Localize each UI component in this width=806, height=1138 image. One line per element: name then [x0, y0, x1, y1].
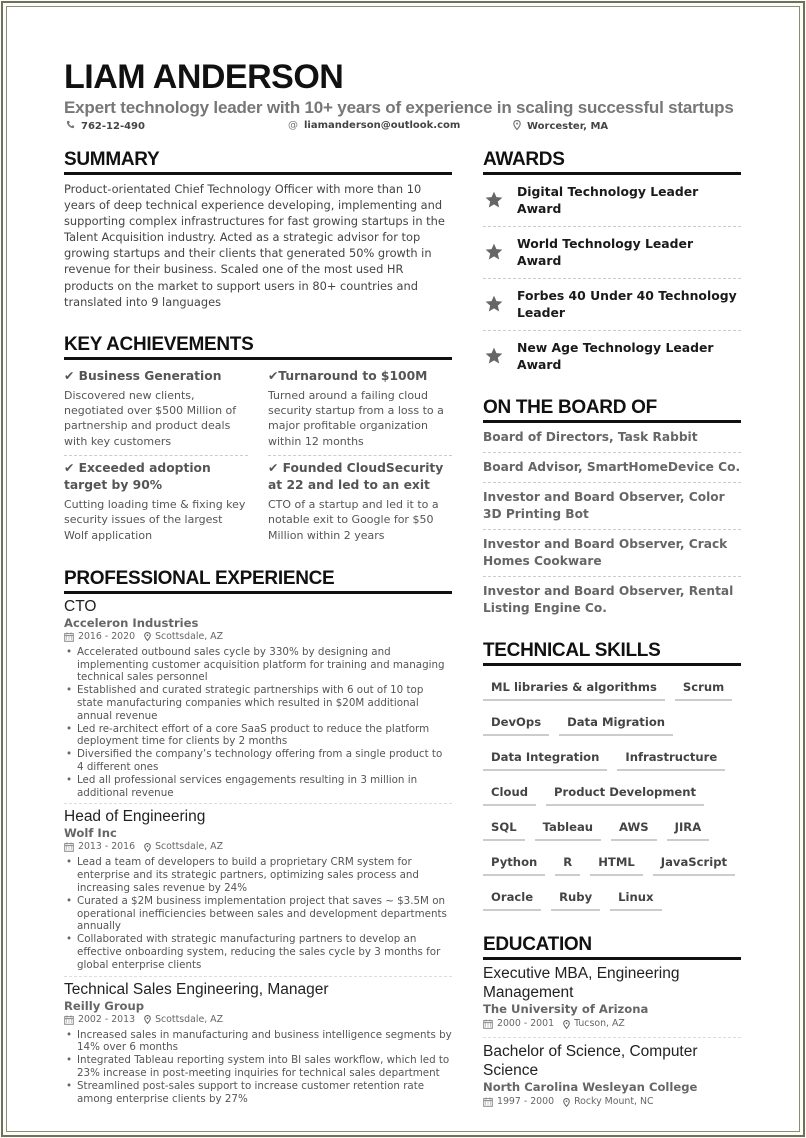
- achievement-title: ✔ Exceeded adoption target by 90%: [64, 460, 211, 492]
- education-entry: [483, 960, 741, 1037]
- achievement-title: ✔ Business Generation: [64, 368, 222, 383]
- map-pin-icon: [513, 120, 521, 133]
- skill-tag: Oracle: [483, 886, 541, 911]
- star-icon: [483, 189, 505, 211]
- job-entry: [64, 803, 452, 975]
- achievement-title: ✔Turnaround to $100M: [268, 368, 428, 383]
- education-heading: EDUCATION: [483, 933, 741, 960]
- job-bullets: [64, 1029, 452, 1106]
- summary-text: Product-orientated Chief Technology Officer with more than 10 years of deep technical experience developing, implementing and supporting complex infrastructures for fast growing startups in the Talent Acquisition industry. Acted as a strategic advisor for top growing startups and their clients that generated 50% growth in revenue for their business. Scaled one of the most used HR products on the market to support users in 80+ countries and translated into 9 languages: [64, 182, 445, 309]
- skills-list: [483, 676, 741, 911]
- education-meta: [483, 1095, 741, 1109]
- job-bullet: • Integrated Tableau reporting system into BI sales workflow, which led to 23% increase in post-meeting inquiries for technical sales department: [64, 1054, 452, 1080]
- calendar-icon: [483, 1019, 493, 1029]
- award-label: Digital Technology Leader Award: [517, 184, 699, 216]
- star-icon: [483, 241, 505, 263]
- map-pin-icon: [563, 1098, 570, 1107]
- calendar-icon: [64, 1015, 74, 1025]
- job-bullet: • Diversified the company’s technology offering from a single product to 4 different ones: [64, 748, 452, 774]
- school: North Carolina Wesleyan College: [483, 1080, 698, 1094]
- job-bullet: • Led all professional services engagements resulting in 3 million in additional revenue: [64, 774, 452, 800]
- board-item: Board of Directors, Task Rabbit: [483, 423, 741, 453]
- degree: Executive MBA, Engineering Management: [483, 965, 680, 1001]
- left-column: [64, 148, 452, 1109]
- board-item: Investor and Board Observer, Color 3D Printing Bot: [483, 483, 741, 530]
- degree: Bachelor of Science, Computer Science: [483, 1043, 698, 1079]
- skill-tag: Ruby: [551, 886, 600, 911]
- award-item: [483, 279, 741, 331]
- board-item: Investor and Board Observer, Crack Homes Cookware: [483, 530, 741, 577]
- edu-dates: [483, 1095, 554, 1109]
- skill-tag: Tableau: [535, 816, 601, 841]
- achievement-desc: Turned around a failing cloud security startup from a loss to a major profitable organization within 12 months: [268, 388, 444, 448]
- skill-tag: ML libraries & algorithms: [483, 676, 665, 701]
- job-bullet: • Established and curated strategic partnerships with 6 out of 10 top state manufacturing companies which resulted in $20M additional annual revenue: [64, 684, 452, 722]
- experience-heading: PROFESSIONAL EXPERIENCE: [64, 567, 452, 594]
- skill-tag: Data Migration: [559, 711, 673, 736]
- board-item: Board Advisor, SmartHomeDevice Co.: [483, 453, 741, 483]
- calendar-icon: [483, 1097, 493, 1107]
- edu-location-text: Rocky Mount, NC: [574, 1096, 654, 1107]
- skill-tag: Product Development: [546, 781, 704, 806]
- job-location-text: Scottsdale, AZ: [155, 630, 224, 642]
- education-section: [483, 933, 741, 1115]
- phone-icon: [66, 120, 75, 132]
- location-text: Worcester, MA: [527, 121, 609, 132]
- skill-tag: R: [555, 851, 580, 876]
- candidate-name: LIAM ANDERSON: [64, 58, 344, 96]
- job-dates: [64, 630, 135, 644]
- edu-location: [563, 1095, 654, 1109]
- skills-section: [483, 639, 741, 911]
- contact-phone: [66, 120, 145, 132]
- tagline: Expert technology leader with 10+ years of experience in scaling successful startups: [64, 98, 734, 117]
- contact-location: [513, 120, 608, 133]
- job-location-text: Scottsdale, AZ: [155, 841, 224, 853]
- star-icon: [483, 293, 505, 315]
- award-label: World Technology Leader Award: [517, 236, 694, 268]
- job-location: [144, 630, 223, 644]
- job-bullet: • Curated a $2M business implementation project that saves ~ $3.5M on operational inefficiencies between sales and development departments annually: [64, 895, 452, 933]
- skill-tag: Data Integration: [483, 746, 607, 771]
- phone-number[interactable]: 762-12-490: [81, 120, 145, 132]
- summary-section: [64, 148, 452, 310]
- achievement-item: [64, 456, 248, 549]
- right-column: [483, 148, 741, 1115]
- job-location: [144, 1013, 223, 1027]
- map-pin-icon: [563, 1020, 570, 1029]
- achievements-section: [64, 333, 452, 549]
- job-dates: [64, 1013, 135, 1027]
- skill-tag: Linux: [610, 886, 661, 911]
- job-bullet: • Led re-architect effort of a core SaaS product to reduce the platform deployment time for clients by 2 months: [64, 723, 452, 749]
- job-dates: [64, 840, 135, 854]
- job-bullet: • Increased sales in manufacturing and business intelligence segments by 14% over 6 months: [64, 1029, 452, 1055]
- job-location-text: Scottsdale, AZ: [155, 1013, 224, 1025]
- map-pin-icon: [144, 1015, 151, 1024]
- skill-tag: AWS: [611, 816, 657, 841]
- awards-section: [483, 148, 741, 382]
- edu-location: [563, 1017, 625, 1031]
- edu-dates: [483, 1017, 554, 1031]
- awards-list: [483, 175, 741, 382]
- skill-tag: DevOps: [483, 711, 549, 736]
- skill-tag: Cloud: [483, 781, 536, 806]
- job-title: Technical Sales Engineering, Manager: [64, 980, 329, 998]
- job-bullets: [64, 646, 452, 800]
- skill-tag: Scrum: [675, 676, 732, 701]
- job-title: CTO: [64, 597, 97, 615]
- job-bullets: [64, 856, 452, 971]
- summary-heading: SUMMARY: [64, 148, 452, 175]
- education-meta: [483, 1017, 741, 1031]
- board-item: Investor and Board Observer, Rental Listing Engine Co.: [483, 584, 734, 615]
- calendar-icon: [64, 632, 74, 642]
- edu-dates-text: 1997 - 2000: [497, 1096, 555, 1107]
- education-entry: [483, 1037, 741, 1115]
- achievement-desc: Cutting loading time & fixing key security issues of the largest Wolf application: [64, 497, 246, 542]
- job-entry: [64, 976, 452, 1110]
- award-label: Forbes 40 Under 40 Technology Leader: [517, 288, 737, 320]
- skill-tag: Python: [483, 851, 545, 876]
- skills-heading: TECHNICAL SKILLS: [483, 639, 741, 666]
- board-list: [483, 423, 741, 623]
- job-meta: [64, 840, 452, 854]
- skill-tag: SQL: [483, 816, 525, 841]
- contact-row: [64, 120, 744, 136]
- job-dates-text: 2002 - 2013: [78, 1013, 136, 1025]
- job-bullet: • Lead a team of developers to build a proprietary CRM system for enterprise and its strategic partners, optimizing sales process and increasing sales revenue by 24%: [64, 856, 452, 894]
- awards-heading: AWARDS: [483, 148, 741, 175]
- star-icon: [483, 345, 505, 367]
- calendar-icon: [64, 842, 74, 852]
- award-item: [483, 175, 741, 227]
- job-company: Wolf Inc: [64, 826, 117, 841]
- job-company: Acceleron Industries: [64, 615, 199, 630]
- job-dates-text: 2016 - 2020: [78, 630, 136, 642]
- edu-location-text: Tucson, AZ: [574, 1018, 625, 1029]
- achievement-desc: CTO of a startup and led it to a notable exit to Google for $50 Million within 2 years: [268, 497, 439, 542]
- job-bullet: • Streamlined post-sales support to increase customer retention rate among enterprise clients by 27%: [64, 1080, 452, 1106]
- school: The University of Arizona: [483, 1002, 649, 1016]
- job-meta: [64, 630, 452, 644]
- job-company: Reilly Group: [64, 998, 145, 1013]
- map-pin-icon: [144, 843, 151, 852]
- board-section: [483, 396, 741, 623]
- achievement-item: [268, 456, 452, 549]
- skill-tag: JIRA: [667, 816, 710, 841]
- job-title: Head of Engineering: [64, 808, 206, 826]
- job-bullet: • Collaborated with strategic manufacturing partners to develop an effective onboarding system, reducing the sales cycle by 3 months for global enterprise clients: [64, 933, 452, 971]
- job-bullet: • Accelerated outbound sales cycle by 330% by designing and implementing customer acquisition platform for training and managing technical sales personnel: [64, 646, 452, 684]
- experience-section: [64, 567, 452, 1110]
- email-address[interactable]: liamanderson@outlook.com: [304, 120, 461, 131]
- achievement-title: ✔ Founded CloudSecurity at 22 and led to an exit: [268, 460, 444, 492]
- award-item: [483, 331, 741, 382]
- contact-email: [288, 120, 460, 131]
- map-pin-icon: [144, 632, 151, 641]
- at-icon: @: [288, 120, 298, 131]
- edu-dates-text: 2000 - 2001: [497, 1018, 555, 1029]
- award-item: [483, 227, 741, 279]
- job-entry: [64, 594, 452, 804]
- skill-tag: JavaScript: [653, 851, 735, 876]
- resume-header: [64, 58, 744, 136]
- award-label: New Age Technology Leader Award: [517, 340, 714, 372]
- job-dates-text: 2013 - 2016: [78, 841, 136, 853]
- board-heading: ON THE BOARD OF: [483, 396, 741, 423]
- skill-tag: HTML: [590, 851, 643, 876]
- skill-tag: Infrastructure: [617, 746, 725, 771]
- achievement-desc: Discovered new clients, negotiated over $500 Million of partnership and product deals with key customers: [64, 388, 237, 448]
- job-location: [144, 840, 223, 854]
- achievement-item: [268, 364, 452, 456]
- achievement-item: [64, 364, 248, 456]
- job-meta: [64, 1013, 452, 1027]
- achievements-grid: [64, 364, 452, 549]
- achievements-heading: KEY ACHIEVEMENTS: [64, 333, 452, 360]
